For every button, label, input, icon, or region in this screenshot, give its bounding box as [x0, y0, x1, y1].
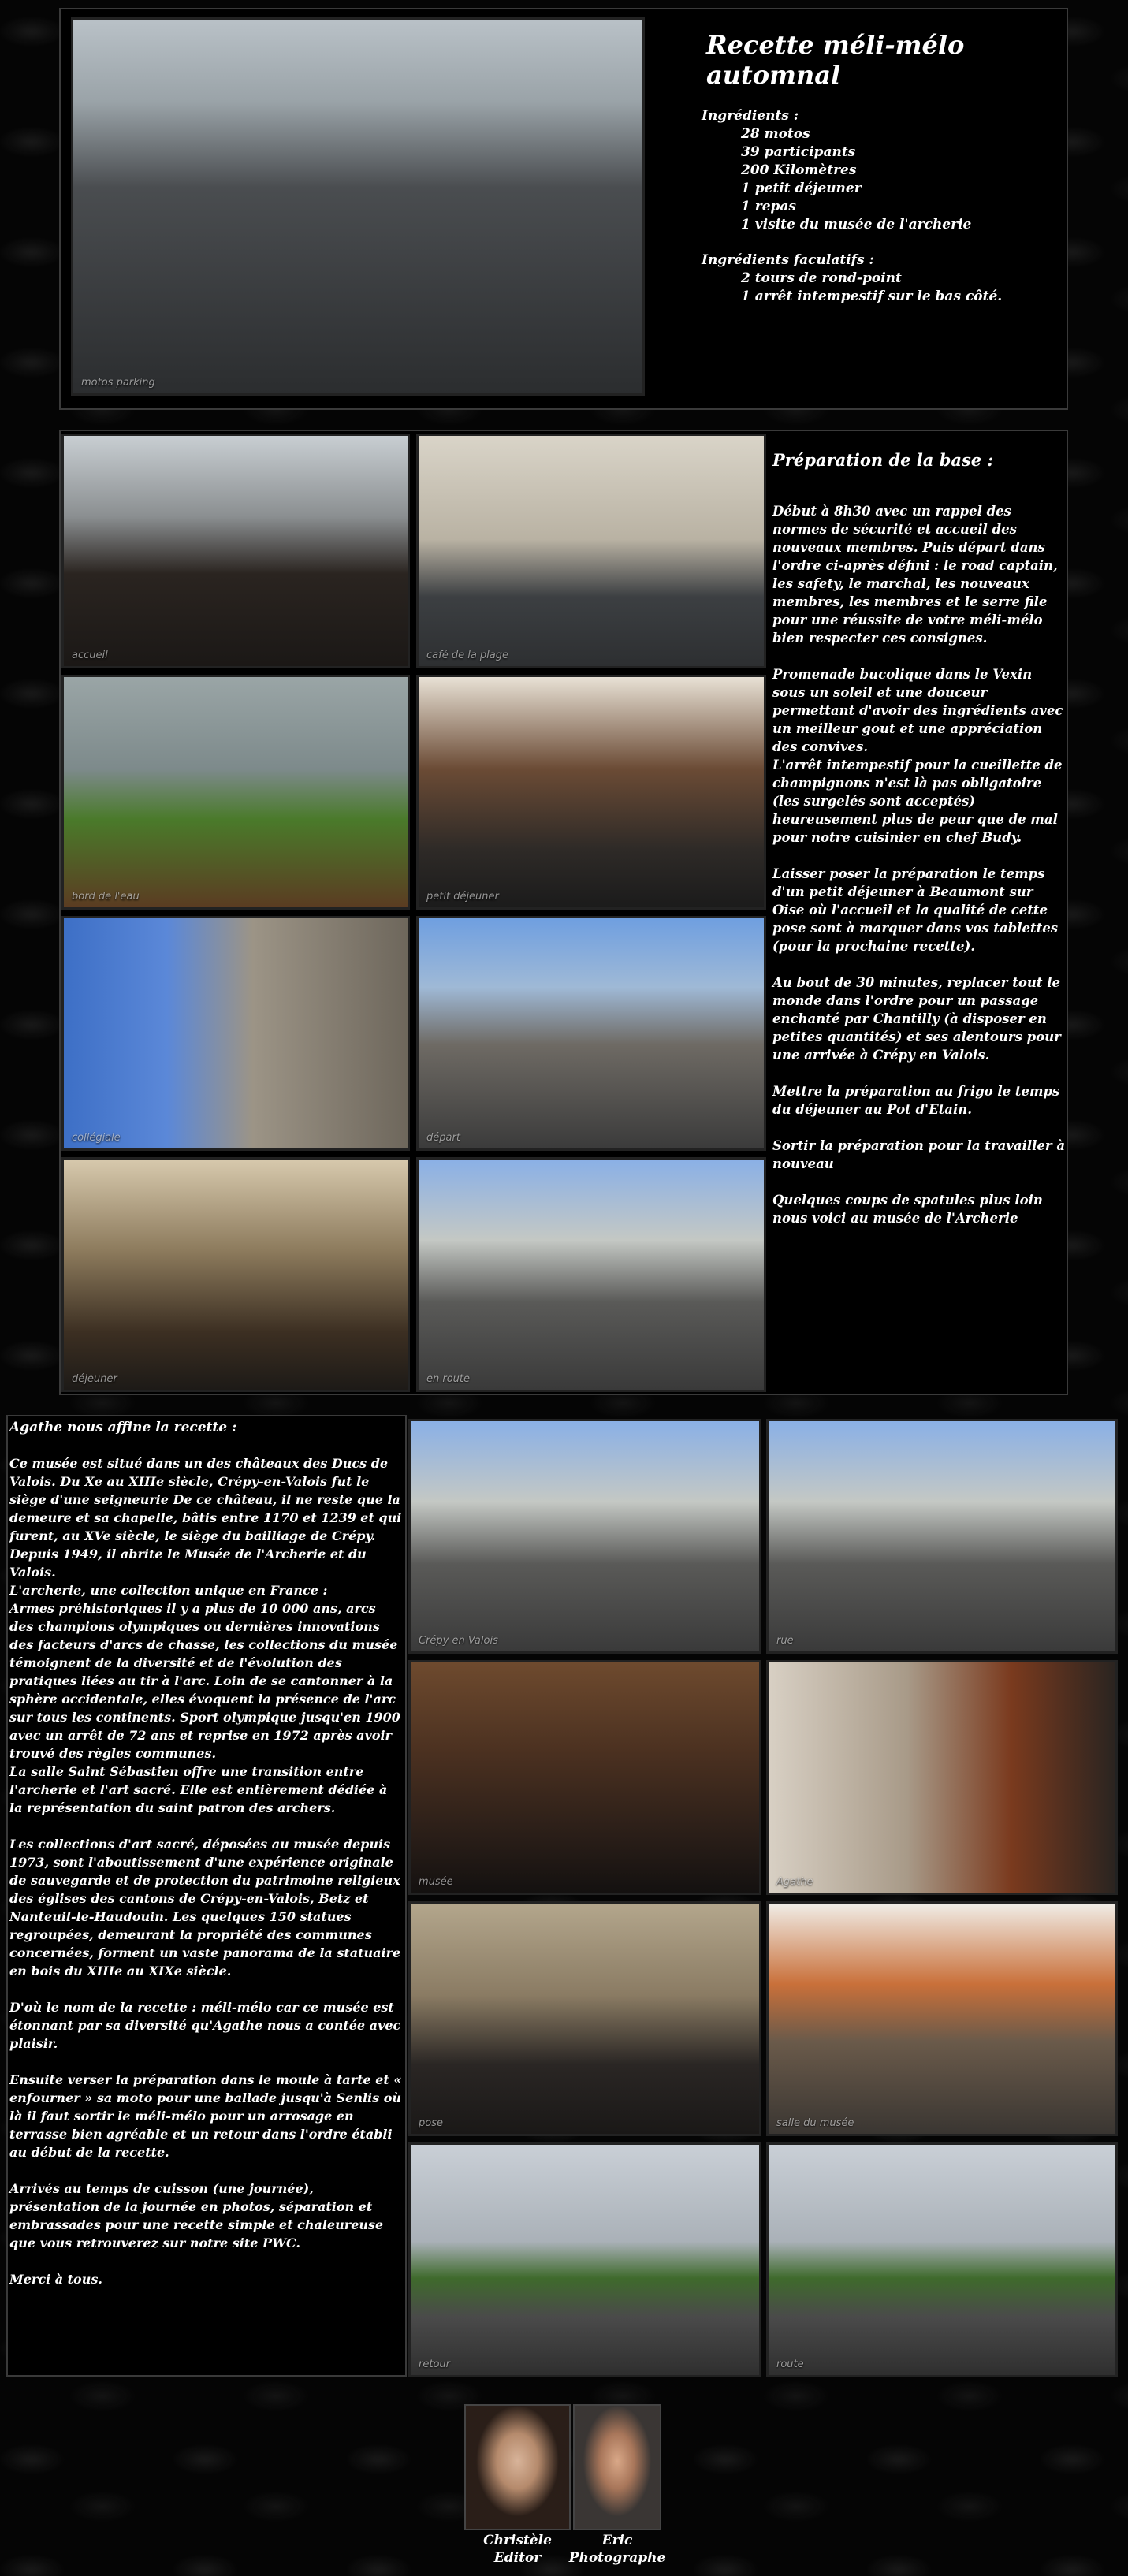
photo-hall: [766, 1901, 1118, 2136]
recipe-title: Recette méli-mélo automnal: [706, 30, 965, 90]
agathe-paragraph: L'archerie, une collection unique en France :: [9, 1583, 328, 1598]
photo-cafe: [416, 434, 766, 668]
preparation-paragraph: Mettre la préparation au frigo le temps du déjeuner au Pot d'Etain.: [772, 1084, 1060, 1117]
hero-photo: [71, 17, 645, 396]
agathe-paragraph: D'où le nom de la recette : méli-mélo car ce musée est étonnant par sa diversité qu'Agathe nous a contée avec plaisir.: [9, 2000, 401, 2051]
preparation-paragraph: Promenade bucolique dans le Vexin sous un soleil et une douceur permettant d'avoir des ingrédients avec un meilleur gout et une appréciation des convives.: [772, 667, 1063, 754]
preparation-paragraph: Sortir la préparation pour la travailler à nouveau: [772, 1138, 1066, 1171]
photo-caption: bord de l'eau: [72, 891, 140, 903]
photo-agathe: [766, 1660, 1118, 1895]
hero-photo-caption: motos parking: [81, 377, 155, 389]
preparation-paragraph: L'arrêt intempestif pour la cueillette de champignons n'est là pas obligatoire (les surgelés sont acceptés) heureusement plus de peur que de mal pour notre cuisinier en chef Budy.: [772, 758, 1063, 845]
photo-caption: café de la plage: [426, 650, 508, 661]
credit-role: Editor: [493, 2550, 542, 2566]
photo-caption: départ: [426, 1132, 460, 1144]
photo-road: [766, 2142, 1118, 2377]
credit-photographer: [564, 2532, 671, 2567]
photo-street: [766, 1419, 1118, 1654]
agathe-paragraph: La salle Saint Sébastien offre une transition entre l'archerie et l'art sacré. Elle est entièrement dédiée à la représentation du saint patron des archers.: [9, 1764, 388, 1815]
optional-item: 1 arrêt intempestif sur le bas côté.: [741, 288, 1003, 304]
photo-church: [61, 916, 410, 1151]
avatar-photographer: [573, 2404, 661, 2530]
agathe-heading: Agathe nous affine la recette :: [9, 1420, 237, 1435]
avatar-editor: [464, 2404, 571, 2530]
photo-river: [61, 675, 410, 910]
agathe-paragraph: Depuis 1949, il abrite le Musée de l'Archerie et du Valois.: [9, 1547, 367, 1580]
photo-caption: salle du musée: [776, 2117, 854, 2129]
photo-caption: petit déjeuner: [426, 891, 499, 903]
optional-item: 2 tours de rond-point: [741, 270, 902, 286]
credit-role: Photographe: [568, 2550, 666, 2566]
photo-caption: accueil: [72, 650, 108, 661]
agathe-paragraph: Merci à tous.: [9, 2272, 102, 2287]
photo-caption: collégiale: [72, 1132, 121, 1144]
photo-caption: musée: [419, 1876, 453, 1888]
preparation-paragraph: Au bout de 30 minutes, replacer tout le monde dans l'ordre pour un passage enchanté par Chantilly (à disposer en petites quantités) et ses alentours pour une arrivée à Crépy en Valois.: [772, 975, 1061, 1063]
photo-caption: retour: [419, 2358, 450, 2370]
photo-departure: [416, 916, 766, 1151]
ingredient-item: 1 repas: [741, 199, 796, 214]
photo-bench: [408, 1901, 761, 2136]
preparation-panel: [772, 451, 1068, 1227]
photo-caption: route: [776, 2358, 804, 2370]
photo-riding: [416, 1157, 766, 1392]
agathe-paragraph: Ce musée est situé dans un des châteaux des Ducs de Valois. Du Xe au XIIIe siècle, Crépy-en-Valois fut le siège d'une seigneurie De ce château, il ne reste que la demeure et sa chapelle, bâtis entre 1170 et 1239 et qui furent, au XVe siècle, le siège du bailliage de Crépy.: [9, 1456, 402, 1543]
optional-label: Ingrédients faculatifs :: [702, 252, 874, 268]
ingredient-item: 39 participants: [741, 144, 856, 160]
photo-lunch: [61, 1157, 410, 1392]
ingredient-item: 200 Kilomètres: [741, 162, 857, 178]
photo-return: [408, 2142, 761, 2377]
credit-editor: [464, 2532, 571, 2567]
agathe-paragraph: Arrivés au temps de cuisson (une journée), présentation de la journée en photos, séparation et embrassades pour une recette simple et chaleureuse que vous retrouverez sur notre site PWC.: [9, 2181, 384, 2250]
ingredient-item: 28 motos: [741, 126, 810, 142]
preparation-heading: Préparation de la base :: [772, 450, 994, 470]
preparation-paragraph: Laisser poser la préparation le temps d'un petit déjeuner à Beaumont sur Oise où l'accueil et la qualité de cette pose sont à marquer dans vos tablettes (pour la prochaine recette).: [772, 866, 1059, 954]
credit-name: Eric: [601, 2533, 633, 2548]
ingredients-label: Ingrédients :: [702, 108, 799, 124]
photo-museum: [408, 1660, 761, 1895]
agathe-paragraph: Armes préhistoriques il y a plus de 10 000 ans, arcs des champions olympiques ou dernières innovations des facteurs d'arcs de chasse, les collections du musée témoignent de la diversité et de l'évolution des pratiques liées au tir à l'arc. Loin de se cantonner à la sphère occidentale, elles évoquent la présence de l'arc sur tous les continents. Sport olympique jusqu'en 1900 avec un arrêt de 72 ans et reprise en 1972 après avoir trouvé des règles communes.: [9, 1601, 400, 1761]
ingredient-item: 1 visite du musée de l'archerie: [741, 217, 972, 233]
ingredients-block: [702, 107, 1048, 306]
preparation-paragraph: Quelques coups de spatules plus loin nous voici au musée de l'Archerie: [772, 1193, 1043, 1226]
photo-caption: Agathe: [776, 1876, 813, 1888]
preparation-paragraph: Début à 8h30 avec un rappel des normes de sécurité et accueil des nouveaux membres. Puis départ dans l'ordre ci-après défini : le road captain, les safety, le marchal, les nouveaux membres, les membres et le serre file pour une réussite de votre méli-mélo bien respecter ces consignes.: [772, 504, 1058, 646]
photo-caption: rue: [776, 1635, 794, 1647]
photo-caption: déjeuner: [72, 1373, 117, 1385]
photo-breakfast: [416, 675, 766, 910]
photo-accueil: [61, 434, 410, 668]
ingredient-item: 1 petit déjeuner: [741, 181, 862, 196]
photo-caption: en route: [426, 1373, 471, 1385]
agathe-paragraph: Les collections d'art sacré, déposées au musée depuis 1973, sont l'aboutissement d'une expérience originale de sauvegarde et de protection du patrimoine religieux des églises des cantons de Crépy-en-Valois, Betz et Nanteuil-le-Haudouin. Les quelques 150 statues regroupées, demeurant la propriété des communes concernées, forment un vaste panorama de la statuaire en bois du XIIIe au XIXe siècle.: [9, 1837, 401, 1979]
credit-name: Christèle: [483, 2533, 552, 2548]
agathe-panel: [9, 1419, 404, 2288]
photo-caption: pose: [419, 2117, 443, 2129]
photo-crepy: [408, 1419, 761, 1654]
photo-caption: Crépy en Valois: [419, 1635, 498, 1647]
recipe-panel: [702, 30, 1048, 306]
agathe-paragraph: Ensuite verser la préparation dans le moule à tarte et « enfourner » sa moto pour une ballade jusqu'à Senlis où là il faut sortir le méli-mélo pour un arrosage en terrasse bien agréable et un retour dans l'ordre établi au début de la recette.: [9, 2072, 402, 2160]
